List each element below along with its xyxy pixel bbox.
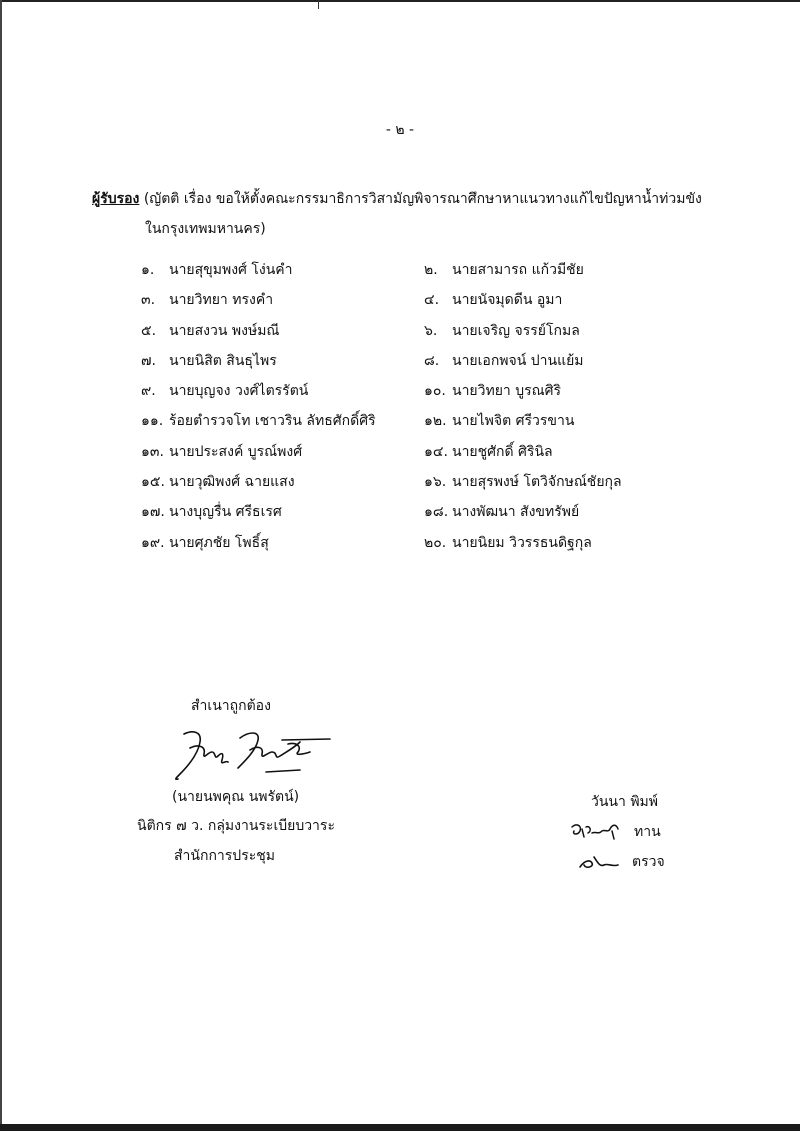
signatory-entry (424, 350, 584, 372)
signatory-name: นายนัจมุดดีน อูมา (452, 292, 563, 309)
signatory-number: ๑๑. (141, 413, 164, 430)
checker-initials (568, 849, 624, 873)
motion-title: (ญัตติ เรื่อง ขอให้ตั้งคณะกรรมาธิการวิสามัญพิจารณาศึกษาหาแนวทางแก้ไขปัญหาน้ำท่วมขัง (143, 191, 702, 207)
signatory-entry (424, 380, 561, 402)
signatory-name: นายนิสิต สินธุไพร (169, 352, 277, 369)
signatory-entry (141, 350, 277, 372)
signatory-row (0, 320, 800, 350)
signatory-row (0, 410, 800, 440)
signatory-name: นางบุญรื่น ศรีธเรศ (169, 504, 282, 521)
signatory-row (0, 532, 800, 562)
signatory-number: ๑๒. (424, 413, 447, 430)
certified-copy-label: สำเนาถูกต้อง (191, 698, 271, 714)
signatory-number: ๑๘. (424, 504, 449, 521)
checked-row (568, 849, 678, 875)
signatory-row (0, 471, 800, 501)
signatory-number: ๔. (424, 292, 440, 309)
intro-first-line (92, 184, 732, 214)
signatory-number: ๙. (141, 383, 156, 400)
signatory-entry (141, 410, 376, 432)
signatory-entry (141, 441, 302, 463)
certifiers-label: ผู้รับรอง (92, 191, 140, 207)
signatory-entry (424, 471, 622, 493)
signatory-number: ๑๐. (424, 383, 446, 400)
signatory-name: นายชูศักดิ์ ศิรินิล (452, 443, 553, 460)
signatory-entry (424, 501, 579, 523)
signatory-name: นายสงวน พงษ์มณี (169, 322, 280, 339)
signatory-name: นายเจริญ จรรย์โกมล (452, 322, 580, 339)
proofread-label: ทาน (634, 824, 661, 840)
scan-border-top (0, 0, 800, 2)
signatory-entry (141, 532, 269, 554)
signatory-number: ๘. (424, 352, 440, 369)
signatory-name: นายเอกพจน์ ปานแย้ม (452, 352, 584, 369)
signatory-name: นางพัฒนา สังขทรัพย์ (452, 504, 580, 521)
signatory-entry (424, 532, 592, 554)
typist-name: วันนา พิมพ์ (591, 794, 658, 810)
signatory-number: ๒. (424, 262, 438, 278)
signer-name: (นายนพคุณ นพรัตน์) (172, 789, 300, 805)
signatory-name: นายศุภชัย โพธิ์สุ (169, 534, 269, 551)
signatory-entry (141, 289, 273, 311)
signatory-number: ๕. (141, 322, 157, 339)
scan-tick-mark (318, 0, 319, 9)
signatory-entry (424, 441, 553, 463)
signatory-number: ๑. (141, 262, 155, 278)
signatory-number: ๑๓. (141, 443, 164, 460)
scan-border-left (0, 0, 2, 1131)
signatory-entry (424, 320, 580, 342)
signatory-name: นายวิทยา บูรณศิริ (452, 383, 562, 400)
signatory-name: นายประสงค์ บูรณ์พงศ์ (169, 443, 303, 460)
signatory-name: นายไพจิต ศรีวรขาน (452, 413, 575, 430)
signatory-name: นายสุรพงษ์ โตวิจักษณ์ชัยกุล (452, 474, 622, 491)
signatory-number: ๗. (141, 352, 156, 369)
signatory-row (0, 259, 800, 289)
signatory-name: นายสุขุมพงศ์ โง่นคำ (169, 262, 293, 278)
signatory-number: ๓. (141, 292, 156, 309)
checked-label: ตรวจ (632, 854, 665, 870)
signatory-name: นายวุฒิพงศ์ ฉายแสง (169, 474, 295, 491)
signatory-list (0, 259, 800, 562)
scan-border-bottom (0, 1124, 800, 1131)
signer-title: นิติกร ๗ ว. กลุ่มงานระเบียบวาระ (137, 818, 335, 834)
signatory-name: นายบุญจง วงศ์ไตรรัตน์ (169, 383, 309, 400)
signatory-number: ๒๐. (424, 534, 447, 551)
signatory-number: ๑๕. (141, 474, 165, 491)
signatory-name: นายนิยม วิวรรธนดิฐกุล (452, 534, 592, 551)
page-number: - ๒ - (385, 122, 415, 138)
signatory-entry (141, 320, 279, 342)
signatory-row (0, 380, 800, 410)
signatory-entry (141, 501, 282, 523)
signatory-name: นายสามารถ แก้วมีชัย (452, 262, 584, 278)
signer-office: สำนักการประชุม (174, 848, 275, 864)
signatory-entry (141, 259, 293, 281)
signatory-entry (424, 289, 562, 311)
motion-title-continued: ในกรุงเทพมหานคร) (145, 221, 266, 237)
proofread-row (568, 819, 678, 845)
signatory-row (0, 501, 800, 531)
signatory-entry (424, 259, 584, 281)
signatory-number: ๑๗. (141, 504, 165, 521)
signatory-entry (141, 380, 308, 402)
handwritten-signature (170, 722, 340, 784)
signatory-number: ๑๖. (424, 474, 447, 491)
proofreader-initials (568, 819, 624, 843)
signatory-row (0, 441, 800, 471)
signatory-entry (141, 471, 295, 493)
signatory-row (0, 289, 800, 319)
signatory-number: ๑๔. (424, 443, 448, 460)
signatory-name: ร้อยตำรวจโท เชาวริน ลัทธศักดิ์ศิริ (169, 413, 376, 430)
signatory-name: นายวิทยา ทรงคำ (169, 292, 274, 309)
motion-intro (92, 184, 732, 244)
signatory-entry (424, 410, 574, 432)
signatory-number: ๖. (424, 322, 438, 339)
signatory-row (0, 350, 800, 380)
signatory-number: ๑๙. (141, 534, 165, 551)
